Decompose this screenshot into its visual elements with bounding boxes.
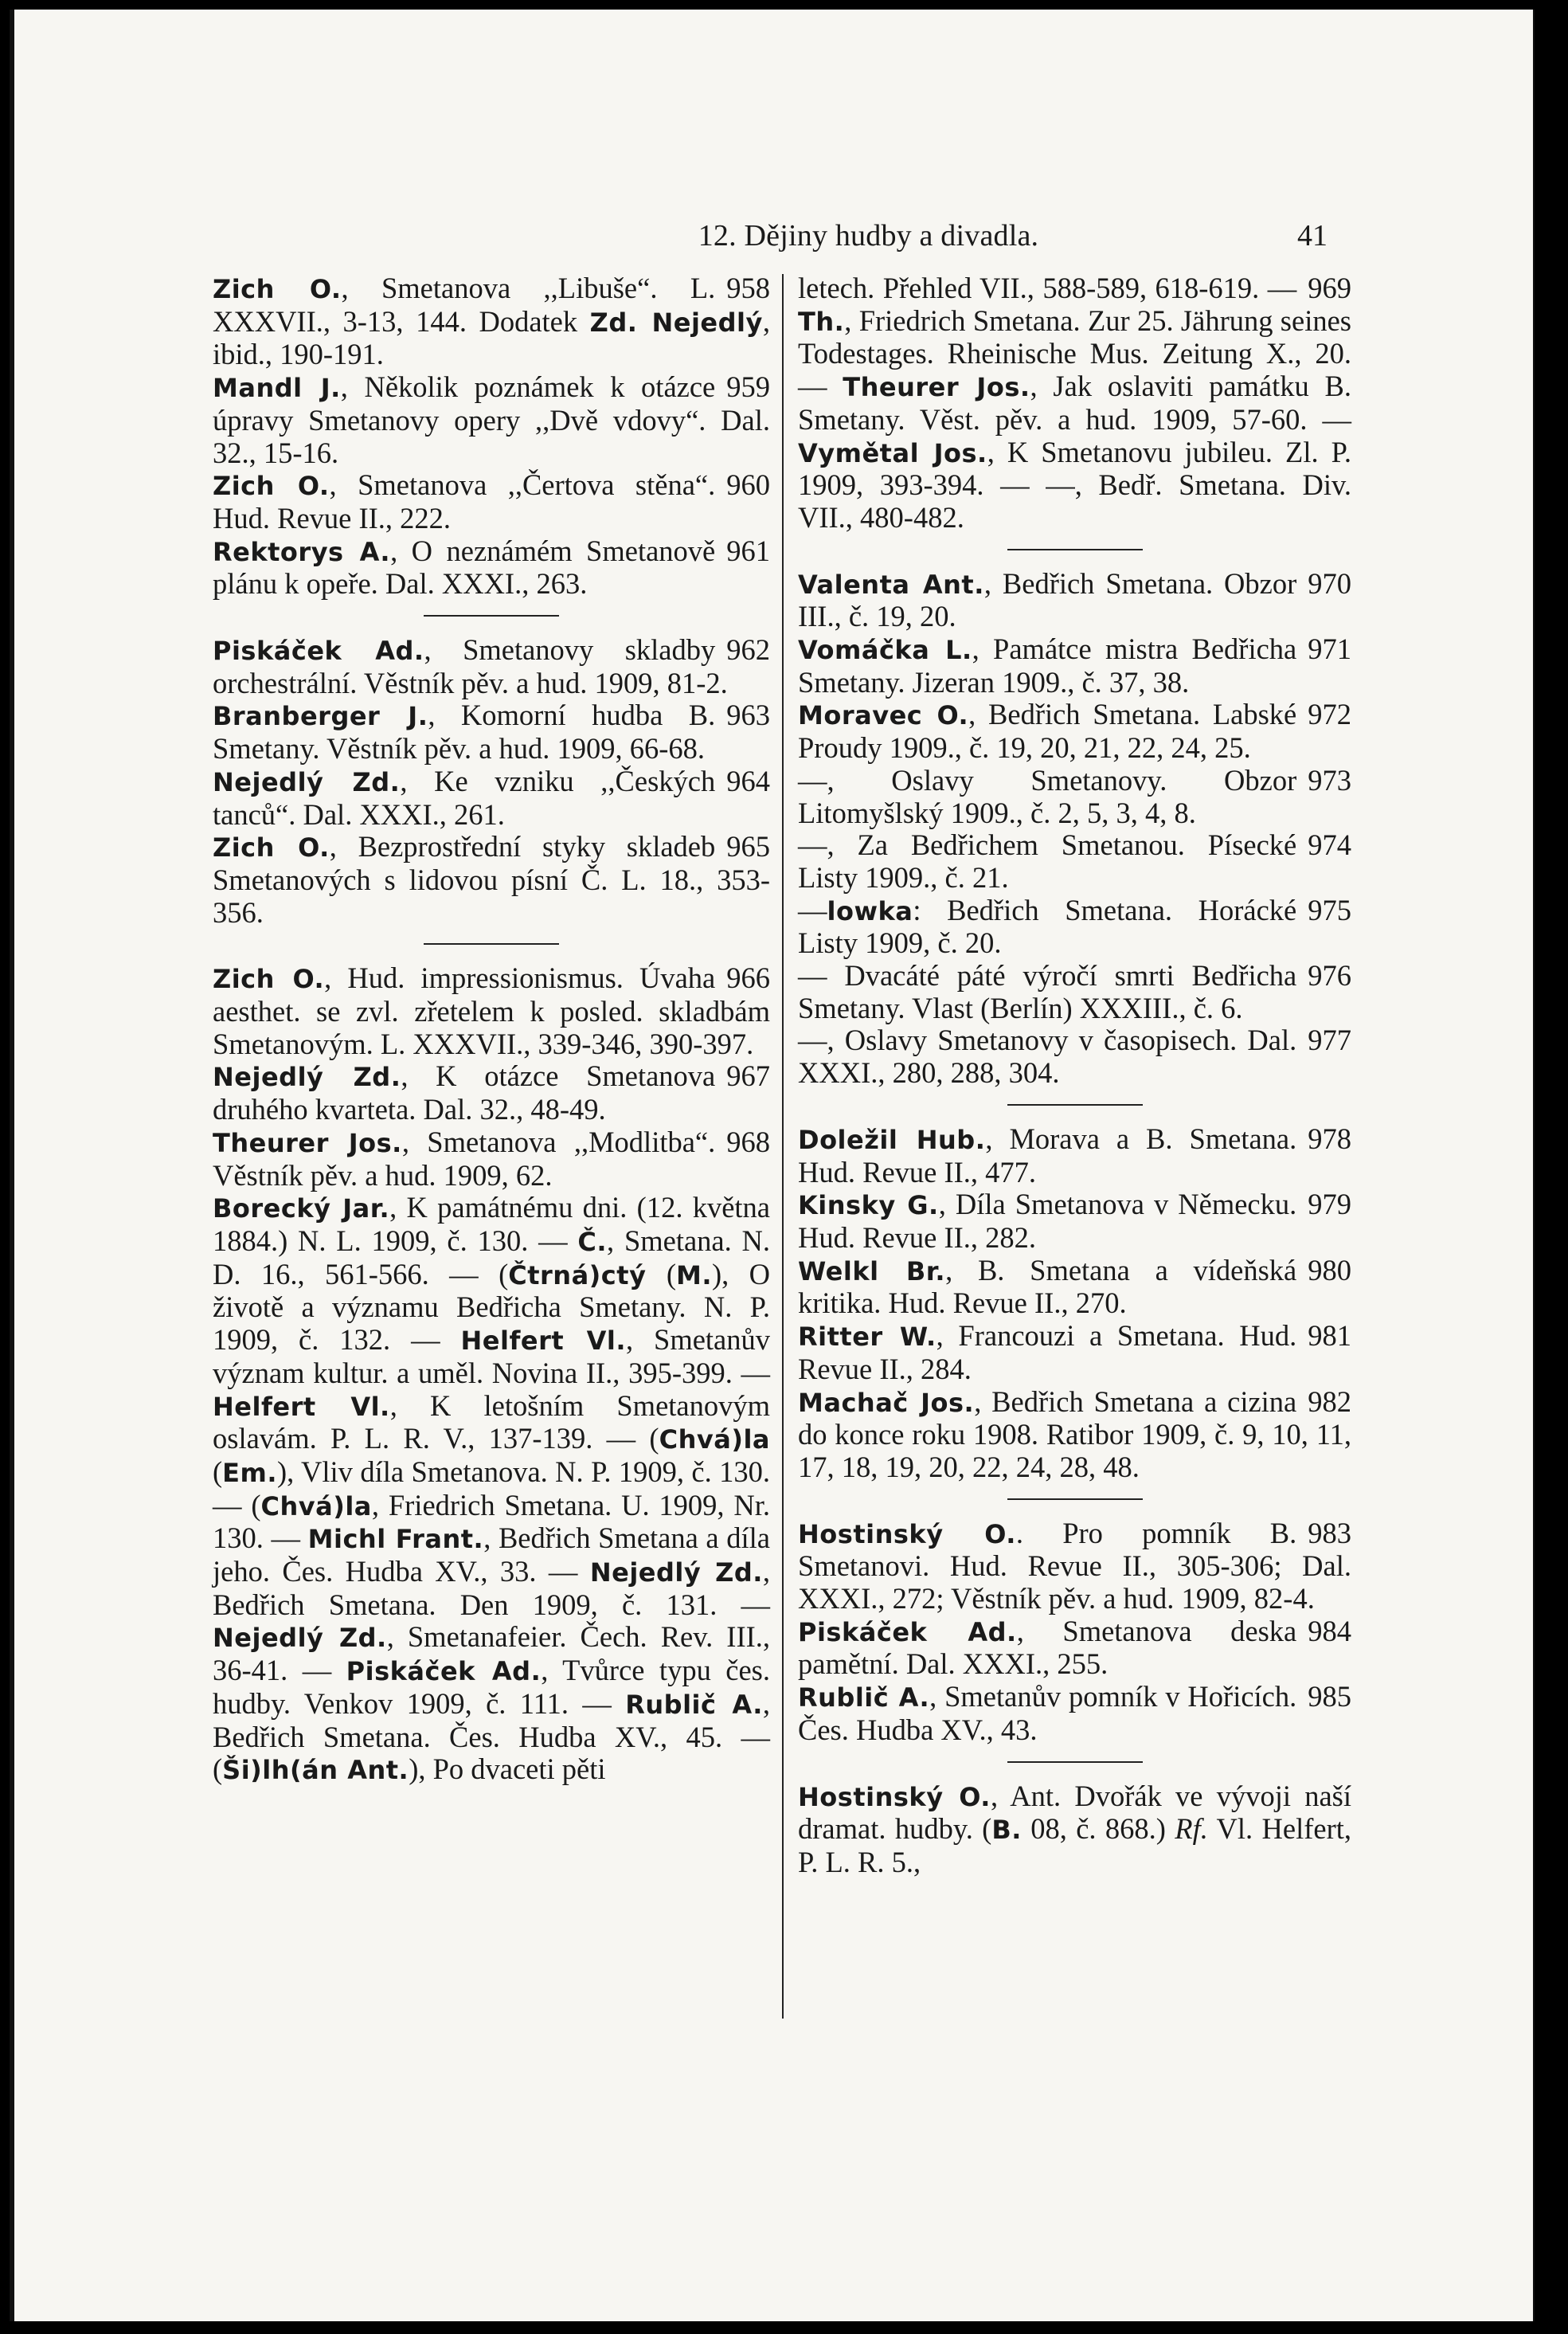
entry-text: , Několik poznámek k otázce úpravy Smetanovy opery ,,Dvě vdovy“. Dal. 32., 15-16. <box>213 370 770 469</box>
section-separator <box>1007 1104 1143 1106</box>
entry-text: ), O životě a významu Bedřicha Smetany. N. P. 1909, č. 132. — <box>213 1257 770 1357</box>
entry-number: 983 <box>1308 1516 1351 1549</box>
bibliography-entry <box>798 1615 1351 1681</box>
entry-number: 970 <box>1308 566 1351 600</box>
bibliography-entry <box>213 962 770 1060</box>
author-name: Zich O. <box>213 832 330 864</box>
page-title: 12. Dějiny hudby a divadla. <box>698 219 1039 253</box>
bibliography-entry <box>798 960 1351 1024</box>
entry-number: 985 <box>1308 1680 1351 1713</box>
entry-number: 967 <box>726 1059 770 1093</box>
left-column <box>213 272 770 2082</box>
author-name: Nejedlý Zd. <box>213 1062 401 1093</box>
author-name: Branberger J. <box>213 701 428 732</box>
entry-text: ( <box>213 1455 223 1488</box>
author-name: Ši)lh(án Ant. <box>222 1755 409 1786</box>
entry-text: — <box>798 893 827 926</box>
bibliography-entry <box>213 699 770 765</box>
section-separator <box>1007 549 1143 550</box>
right-column <box>798 272 1351 2082</box>
scanned-page <box>10 10 1535 2321</box>
author-name: Piskáček Ad. <box>798 1616 1017 1647</box>
entry-number: 977 <box>1308 1024 1351 1057</box>
entry-number: 984 <box>1308 1614 1351 1647</box>
author-name: Zich O. <box>213 964 325 995</box>
bibliography-entry <box>798 699 1351 764</box>
entry-number: 974 <box>1308 828 1351 862</box>
author-name: Welkl Br. <box>798 1255 946 1286</box>
entry-text: ( <box>646 1257 676 1290</box>
author-name: Nejedlý Zd. <box>213 1623 387 1654</box>
entry-number: 976 <box>1308 959 1351 993</box>
entry-number: 963 <box>726 699 770 732</box>
bibliography-entry <box>798 1189 1351 1254</box>
author-name: Hostinský O. <box>798 1518 1016 1549</box>
section-separator <box>424 615 559 617</box>
bibliography-entry <box>213 1060 770 1126</box>
bibliography-entry <box>213 831 770 929</box>
entry-text: , Friedrich Smetana. U. 1909, Nr. 130. — <box>213 1488 770 1555</box>
section-separator <box>1007 1761 1143 1763</box>
author-name: Doležil Hub. <box>798 1124 986 1155</box>
author-name: M. <box>675 1259 712 1290</box>
entry-number: 973 <box>1308 763 1351 797</box>
entry-text: , Hud. impressionismus. Úvaha aesthet. se zvl. zřetelem k posled. skladbám Smetanovým. L. XXXVII., 339-346, 390-397. <box>213 961 770 1060</box>
bibliography-entry <box>213 634 770 699</box>
bibliography-entry <box>798 1386 1351 1484</box>
author-name: Piskáček Ad. <box>213 636 424 667</box>
author-name: Hostinský O. <box>798 1781 991 1812</box>
section-separator <box>424 943 559 945</box>
page-number: 41 <box>1297 219 1328 253</box>
entry-text: , O neznámém Smetanově plánu k opeře. Dal. XXXI., 263. <box>213 534 716 601</box>
bibliography-entry <box>798 633 1351 699</box>
entry-text: ), Vliv díla Smetanova. N. P. 1909, č. 130. — ( <box>213 1455 770 1521</box>
entry-number: 966 <box>726 961 770 995</box>
entry-text: , Tvůrce typu čes. hudby. Venkov 1909, č. 111. — <box>213 1654 770 1720</box>
entry-text: , Morava a B. Smetana. Hud. Revue II., 477. <box>798 1122 1297 1189</box>
bibliography-entry <box>798 1123 1351 1189</box>
entry-text: , Friedrich Smetana. Zur 25. Jährung seines Todestages. Rheinische Mus. Zeitung X., 20. — <box>798 303 1351 403</box>
entry-text: , Smetanafeier. Čech. Rev. III., 36-41. — <box>213 1620 771 1687</box>
entry-text: , Bedřich Smetana. Obzor III., č. 19, 20. <box>798 566 1297 633</box>
author-name: Chvá)la <box>260 1490 372 1521</box>
entry-text: , Bedřich Smetana a cizina do konce roku 1908. Ratibor 1909, č. 9, 10, 11, 17, 18, 19, 20, 22, 24, 28, 48. <box>798 1384 1351 1483</box>
author-name: Theurer Jos. <box>213 1127 402 1158</box>
entry-number: 965 <box>726 830 770 864</box>
entry-text: , Bedřich Smetana a díla jeho. Čes. Hudba XV., 33. — <box>213 1521 770 1588</box>
entry-text: , Komorní hudba B. Smetany. Věstník pěv. a hud. 1909, 66-68. <box>213 699 716 766</box>
author-name: Rublič A. <box>798 1682 930 1713</box>
entry-number: 961 <box>726 534 770 567</box>
bibliography-entry <box>213 469 770 535</box>
entry-number: 964 <box>726 764 770 797</box>
italic-abbrev: Rf. <box>1175 1812 1208 1846</box>
bibliography-entry <box>798 1780 1351 1879</box>
bibliography-entry <box>798 1517 1351 1615</box>
entry-text: , K letošním Smetanovým oslavám. P. L. R. V., 137-139. — ( <box>213 1388 771 1455</box>
author-name: Th. <box>798 306 845 337</box>
author-name: Theurer Jos. <box>843 372 1030 403</box>
entry-number: 980 <box>1308 1253 1351 1286</box>
entry-number: 962 <box>726 633 770 667</box>
bibliography-entry <box>798 272 1351 535</box>
author-name: Kinsky G. <box>798 1190 939 1221</box>
section-separator <box>1007 1498 1143 1500</box>
author-name: Vomáčka L. <box>798 635 972 666</box>
entry-text: , Bedřich Smetana. Čes. Hudba XV., 45. — ( <box>213 1686 770 1786</box>
entry-text: ), Po dvaceti pěti <box>409 1752 606 1786</box>
entry-text: , Bedřich Smetana. Den 1909, č. 131. — <box>213 1555 771 1621</box>
author-name: Mandl J. <box>213 373 341 404</box>
author-name: Zich O. <box>213 274 342 304</box>
entry-text: : Bedřich Smetana. Horácké Listy 1909, č. 20. <box>798 893 1297 960</box>
bibliography-entry <box>798 1320 1351 1385</box>
entry-text: , Smetanův význam kultur. a uměl. Novina II., 395-399. — <box>213 1323 771 1389</box>
bibliography-entry <box>213 272 770 371</box>
entry-text: , Díla Smetanova v Německu. Hud. Revue II., 282. <box>798 1188 1297 1254</box>
author-name: Helfert Vl. <box>213 1391 390 1422</box>
author-name: Em. <box>222 1457 278 1488</box>
entry-number: 979 <box>1308 1188 1351 1221</box>
author-name: Valenta Ant. <box>798 569 984 600</box>
entry-number: 975 <box>1308 893 1351 926</box>
entry-number: 972 <box>1308 698 1351 731</box>
bibliography-entry <box>213 766 770 831</box>
author-name: Zich O. <box>213 471 330 502</box>
bibliography-entry <box>798 568 1351 633</box>
entry-text: — Dvacáté páté výročí smrti Bedřicha Smetany. Vlast (Berlín) XXXIII., č. 6. <box>798 959 1297 1024</box>
entry-number: 969 <box>1308 272 1351 304</box>
entry-text: letech. Přehled VII., 588-589, 618-619. — <box>798 272 1297 304</box>
author-name: Vymětal Jos. <box>798 437 987 468</box>
entry-number: 958 <box>726 272 770 304</box>
entry-text: , Jak oslaviti památku B. Smetany. Věst. pěv. a hud. 1909, 57-60. — <box>798 370 1352 436</box>
author-name: Michl Frant. <box>307 1524 484 1555</box>
bibliography-entry <box>798 1024 1351 1089</box>
entry-text: . Pro pomník B. Smetanovi. Hud. Revue II., 305-306; Dal. XXXI., 272; Věstník pěv. a hud. 1909, 82-4. <box>798 1516 1351 1615</box>
entry-text: , Smetanovy skladby orchestrální. Věstník pěv. a hud. 1909, 81-2. <box>213 633 728 699</box>
bibliography-entry <box>213 1126 770 1192</box>
bibliography-entry <box>213 535 770 601</box>
entry-text: —, Za Bedřichem Smetanou. Písecké Listy 1909., č. 21. <box>798 828 1297 894</box>
entry-text: , Francouzi a Smetana. Hud. Revue II., 284. <box>798 1319 1297 1385</box>
entry-text: , Bedřich Smetana. Labské Proudy 1909., č. 19, 20, 21, 22, 24, 25. <box>798 698 1297 765</box>
entry-text: —, Oslavy Smetanovy v časopisech. Dal. XXXI., 280, 288, 304. <box>798 1024 1297 1090</box>
author-name: Č. <box>577 1226 608 1257</box>
entry-text: , Smetanova ,,Modlitba“. Věstník pěv. a hud. 1909, 62. <box>213 1125 716 1192</box>
author-name: Čtrná)ctý <box>508 1259 647 1290</box>
author-name: Chvá)la <box>659 1424 770 1455</box>
bibliography-entry <box>798 765 1351 829</box>
author-name: Moravec O. <box>798 700 969 731</box>
author-name: Zd. Nejedlý <box>589 307 763 338</box>
author-name: Nejedlý Zd. <box>589 1557 763 1588</box>
entry-text: , Památce mistra Bedřicha Smetany. Jizeran 1909., č. 37, 38. <box>798 632 1297 699</box>
entry-text: 08, č. 868.) <box>1021 1812 1175 1846</box>
author-name: Rektorys A. <box>213 536 391 567</box>
left-binding-edge <box>10 10 14 2321</box>
entry-number: 971 <box>1308 632 1351 666</box>
entry-text: Vl. Helfert, P. L. R. 5., <box>798 1812 1352 1878</box>
author-name: Nejedlý Zd. <box>213 766 401 797</box>
author-name: Helfert Vl. <box>460 1326 626 1357</box>
column-divider <box>782 274 784 2019</box>
author-name: Piskáček Ad. <box>346 1656 542 1687</box>
bibliography-entry <box>213 371 770 469</box>
author-name: Machač Jos. <box>798 1387 975 1418</box>
entry-number: 959 <box>726 370 770 404</box>
entry-text: , Smetanova ,,Libuše“. L. XXXVII., 3-13, 144. Dodatek <box>213 272 716 338</box>
entry-number: 968 <box>726 1125 770 1158</box>
entry-text: —, Oslavy Smetanovy. Obzor Litomyšlský 1909., č. 2, 5, 3, 4, 8. <box>798 763 1297 829</box>
entry-text: , ibid., 190-191. <box>213 304 770 371</box>
entry-text: , B. Smetana a vídeňská kritika. Hud. Revue II., 270. <box>798 1253 1297 1320</box>
bibliography-entry <box>213 1192 770 1787</box>
entry-text: , Ke vzniku ,,Českých tanců“. Dal. XXXI., 261. <box>213 764 716 831</box>
bibliography-entry <box>798 895 1351 960</box>
entry-text: , Smetanův pomník v Hořicích. Čes. Hudba XV., 43. <box>798 1680 1297 1746</box>
entry-text: , Ant. Dvořák ve vývoji naší dramat. hudby. ( <box>798 1779 1351 1846</box>
bibliography-entry <box>798 829 1351 894</box>
entry-text: , K otázce Smetanova druhého kvarteta. Dal. 32., 48-49. <box>213 1059 716 1126</box>
bibliography-entry <box>798 1681 1351 1746</box>
author-name: Borecký Jar. <box>213 1193 390 1224</box>
running-header <box>440 218 1328 266</box>
entry-number: 982 <box>1308 1384 1351 1418</box>
entry-text: , Bezprostřední styky skladeb Smetanových s lidovou písní Č. L. 18., 353-356. <box>213 830 770 929</box>
bibliography-entry <box>798 1255 1351 1320</box>
entry-number: 981 <box>1308 1319 1351 1353</box>
author-name: Rublič A. <box>625 1689 763 1720</box>
author-name: lowka <box>827 895 913 926</box>
entry-text: , Smetanova ,,Čertova stěna“. Hud. Revue II., 222. <box>213 468 716 535</box>
author-name: B. <box>991 1815 1022 1846</box>
entry-text: , Smetanova deska pamětní. Dal. XXXI., 255. <box>798 1614 1297 1681</box>
entry-number: 960 <box>726 468 770 502</box>
author-name: Ritter W. <box>798 1322 936 1353</box>
entry-text: , K památnému dni. (12. května 1884.) N. L. 1909, č. 130. — <box>213 1191 770 1257</box>
right-page-edge <box>1533 10 1535 2321</box>
entry-number: 978 <box>1308 1122 1351 1155</box>
entry-text: , K Smetanovu jubileu. Zl. P. 1909, 393-394. — —, Bedř. Smetana. Div. VII., 480-482. <box>798 435 1352 534</box>
entry-text: , Smetana. N. D. 16., 561-566. — ( <box>213 1224 771 1290</box>
